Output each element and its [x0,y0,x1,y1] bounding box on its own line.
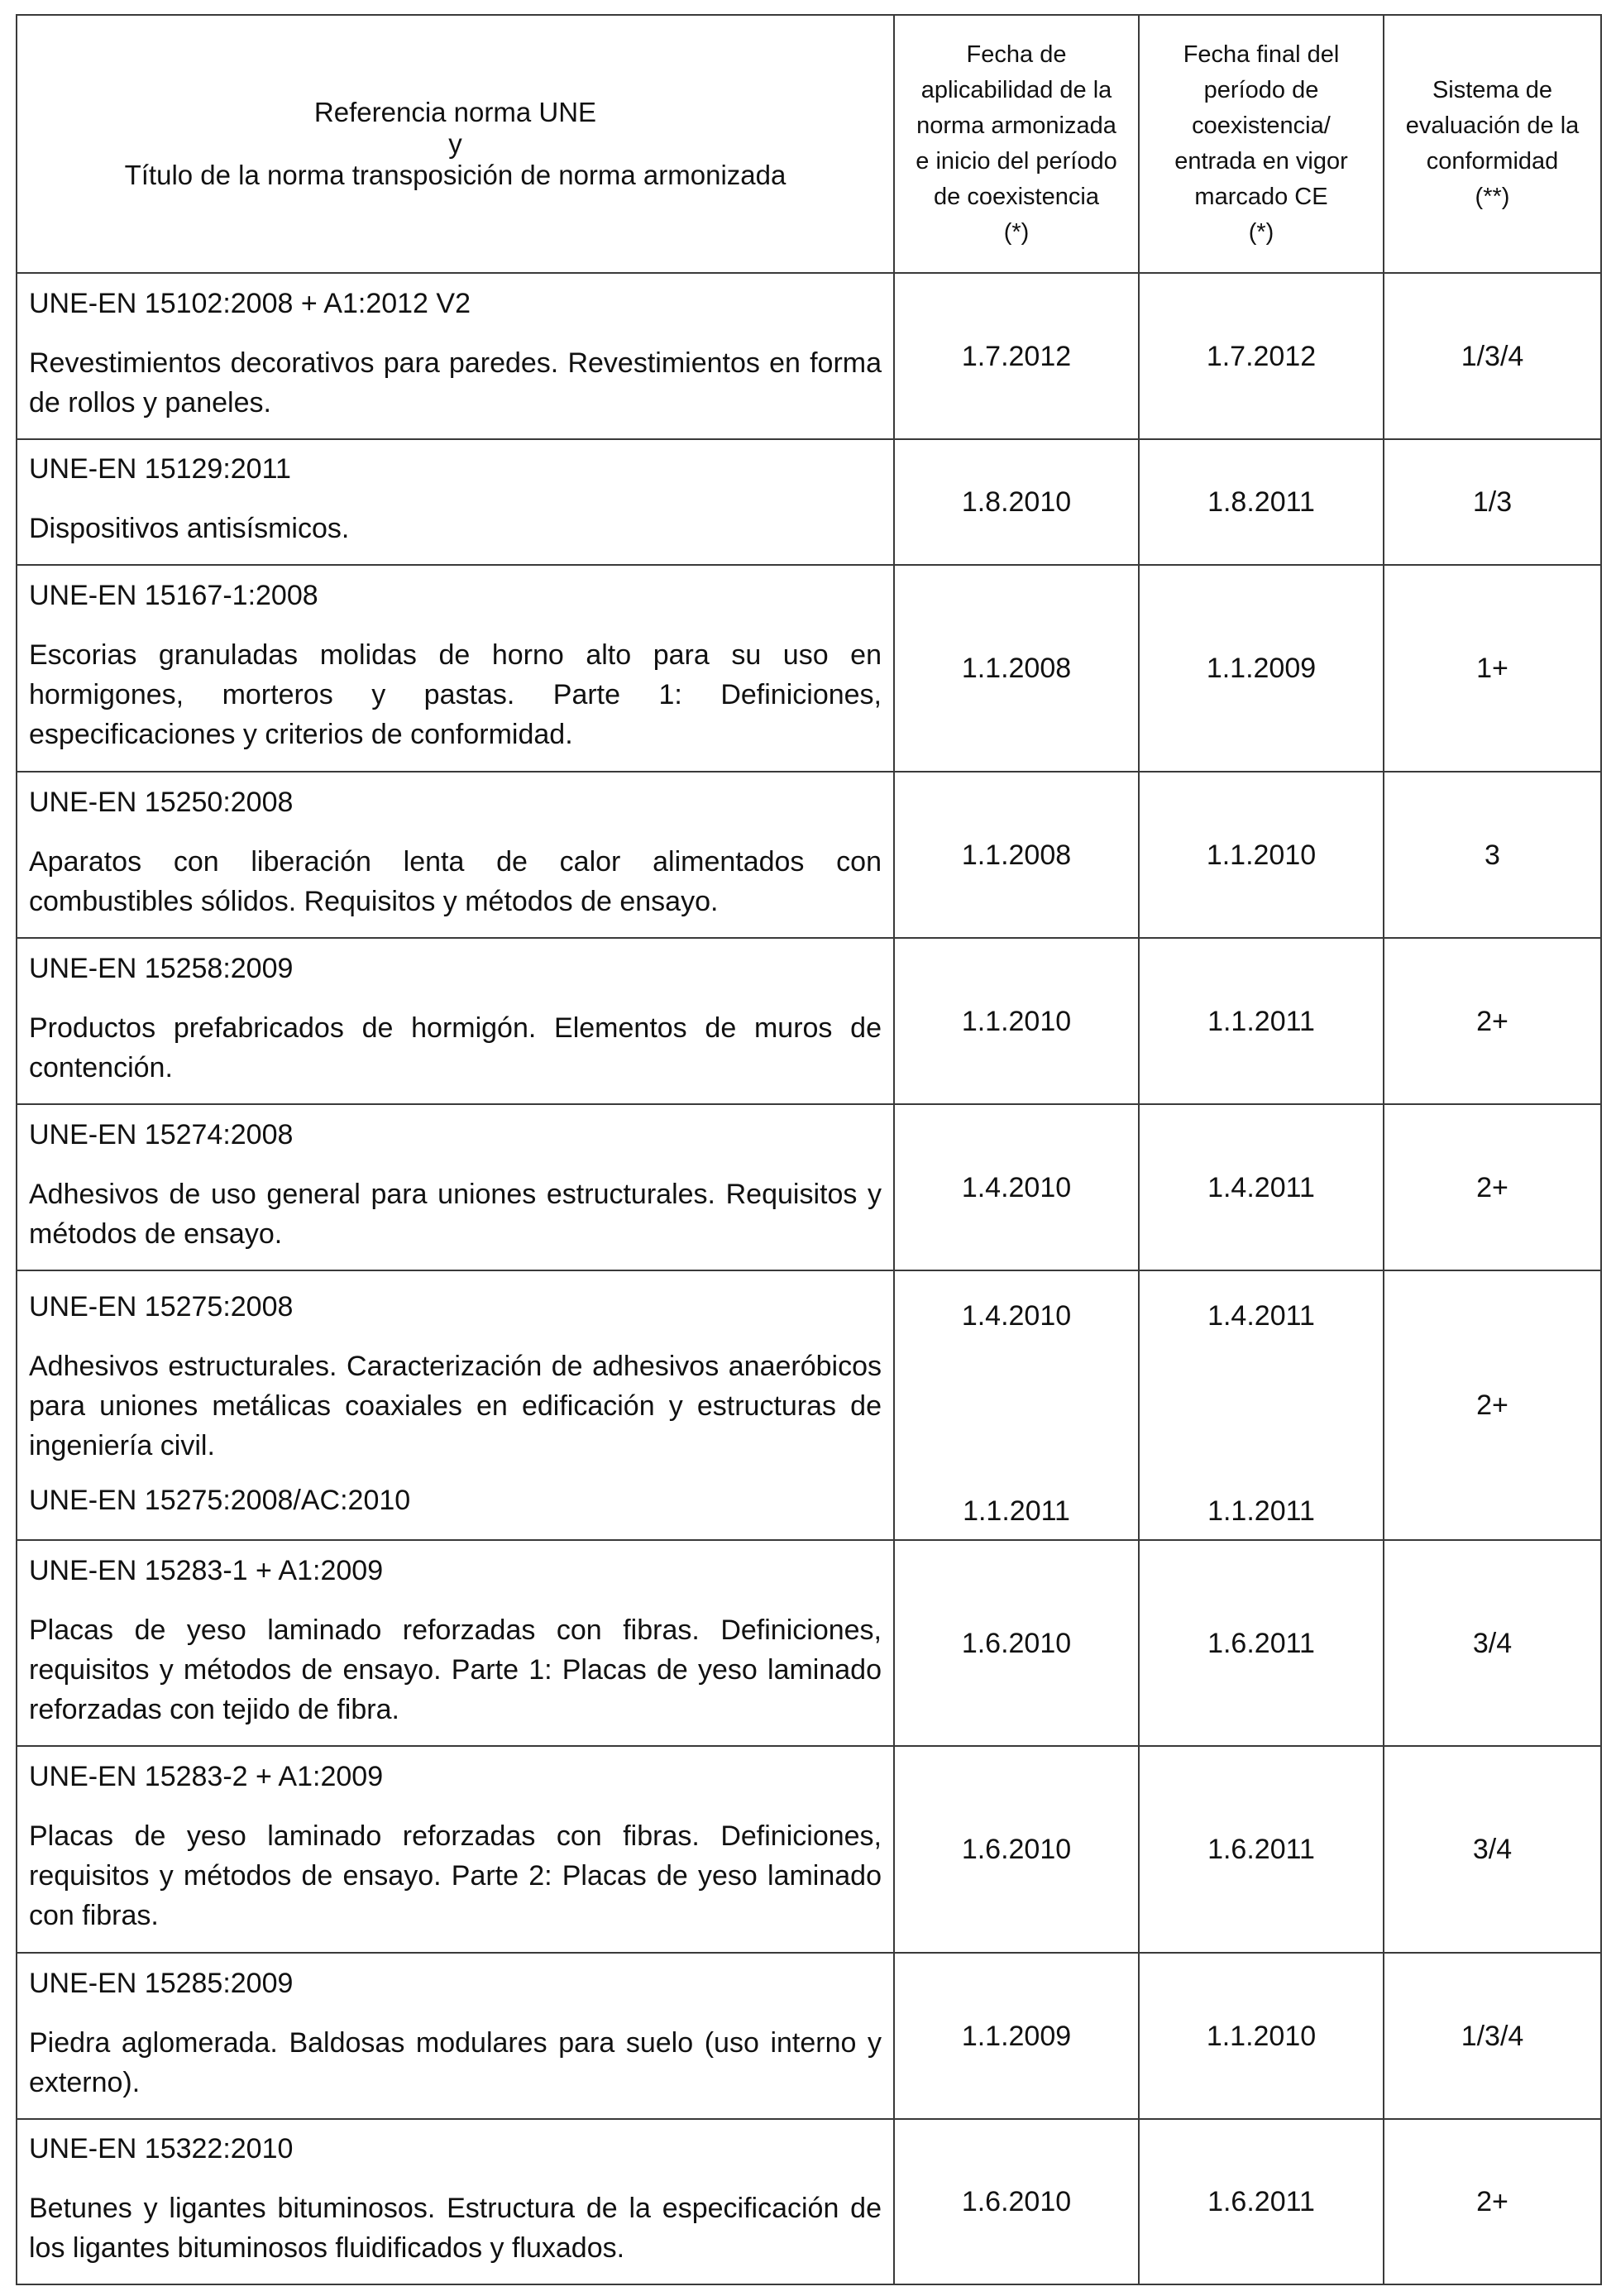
standard-title: Adhesivos de uso general para uniones estructurales. Requisitos y métodos de ensayo. [29,1178,882,1250]
applicability-date-corrigendum: 1.1.2011 [963,1495,1070,1527]
standard-code: UNE-EN 15285:2009 [29,1967,294,1999]
standard-title: Dispositivos antisísmicos. [29,513,350,544]
standard-title: Placas de yeso laminado reforzadas con fibras. Definiciones, requisitos y métodos de ensayo. Parte 1: Placas de yeso laminado reforzadas con tejido de fibra. [29,1614,882,1725]
reference-cell [17,1270,894,1540]
applicability-date: 1.1.2010 [894,938,1139,1104]
header-applicability-line: aplicabilidad de la [920,77,1112,103]
applicability-date: 1.1.2008 [894,565,1139,772]
applicability-date: 1.4.2010 [961,1300,1072,1332]
table-row [17,565,1601,772]
conformity-system: 2+ [1384,938,1601,1104]
header-reference-line: y [448,128,462,159]
header-applicability-line: e inicio del período [916,148,1117,175]
conformity-system: 1+ [1384,565,1601,772]
standard-title: Placas de yeso laminado reforzadas con fibras. Definiciones, requisitos y métodos de ensayo. Parte 2: Placas de yeso laminado con fibras. [29,1820,882,1931]
coexistence-end-date-corrigendum: 1.1.2011 [1207,1495,1315,1527]
conformity-system: 1/3/4 [1384,273,1601,439]
reference-cell [17,273,894,439]
coexistence-end-date: 1.6.2011 [1139,1746,1384,1953]
applicability-date: 1.7.2012 [894,273,1139,439]
standard-title: Adhesivos estructurales. Caracterización de adhesivos anaeróbicos para uniones metálicas coaxiales en edificación y estructuras de ingeniería civil. [29,1351,882,1461]
header-applicability-line: de coexistencia [934,184,1099,210]
reference-cell [17,2119,894,2284]
applicability-date-cell [894,1270,1139,1540]
table-row [17,772,1601,938]
header-coexistence-end-line: coexistencia/ [1192,112,1331,139]
header-applicability-line: (*) [1003,219,1030,246]
reference-cell [17,1540,894,1746]
conformity-system: 3/4 [1384,1746,1601,1953]
harmonized-standards-table [16,14,1602,2285]
reference-cell [17,565,894,772]
standard-title: Aparatos con liberación lenta de calor alimentados con combustibles sólidos. Requisitos y métodos de ensayo. [29,845,882,917]
applicability-date: 1.4.2010 [894,1104,1139,1270]
standard-code: UNE-EN 15129:2011 [29,453,291,485]
standard-code: UNE-EN 15167-1:2008 [29,580,318,611]
header-coexistence-end-line: marcado CE [1194,184,1328,210]
coexistence-end-date: 1.6.2011 [1139,2119,1384,2284]
standard-code: UNE-EN 15283-2 + A1:2009 [29,1761,384,1792]
table-row [17,273,1601,439]
reference-cell [17,938,894,1104]
conformity-system: 3/4 [1384,1540,1601,1746]
conformity-system: 2+ [1384,1270,1601,1540]
coexistence-end-date: 1.1.2009 [1139,565,1384,772]
table-row [17,1953,1601,2119]
table-row [17,439,1601,565]
applicability-date: 1.8.2010 [894,439,1139,565]
conformity-system: 1/3/4 [1384,1953,1601,2119]
table-row [17,1746,1601,1953]
standard-code: UNE-EN 15274:2008 [29,1118,294,1150]
header-applicability-line: Fecha de [966,41,1067,68]
header-applicability [894,15,1139,273]
table-row [17,1540,1601,1746]
header-reference-line: Referencia norma UNE [313,97,597,127]
table-header-row [17,15,1601,273]
standard-code: UNE-EN 15102:2008 + A1:2012 V2 [29,287,471,319]
applicability-date: 1.6.2010 [894,1746,1139,1953]
header-coexistence-end-line: período de [1203,77,1319,103]
header-conformity-system-line: (**) [1475,184,1510,210]
coexistence-end-date: 1.1.2011 [1139,938,1384,1104]
header-coexistence-end-line: Fecha final del [1183,41,1340,68]
header-conformity-system-line: Sistema de [1432,77,1553,103]
coexistence-end-date: 1.7.2012 [1139,273,1384,439]
applicability-date: 1.6.2010 [894,2119,1139,2284]
applicability-date: 1.1.2009 [894,1953,1139,2119]
conformity-system: 2+ [1384,2119,1601,2284]
standard-title: Piedra aglomerada. Baldosas modulares para suelo (uso interno y externo). [29,2026,882,2098]
conformity-system: 1/3 [1384,439,1601,565]
applicability-date: 1.6.2010 [894,1540,1139,1746]
conformity-system: 3 [1384,772,1601,938]
standard-code: UNE-EN 15258:2009 [29,952,294,984]
coexistence-end-date: 1.8.2011 [1139,439,1384,565]
coexistence-end-date: 1.4.2011 [1139,1104,1384,1270]
standard-title: Revestimientos decorativos para paredes. Revestimientos en forma de rollos y paneles. [29,347,882,419]
standard-code: UNE-EN 15275:2008 [29,1291,294,1323]
table-row [17,938,1601,1104]
table-row [17,2119,1601,2284]
table-row [17,1270,1601,1540]
table-row [17,1104,1601,1270]
header-conformity-system [1384,15,1601,273]
coexistence-end-date: 1.4.2011 [1207,1300,1315,1332]
reference-cell [17,772,894,938]
header-applicability-line: norma armonizada [916,112,1116,139]
header-reference-line: Título de la norma transposición de norma armonizada [124,160,786,190]
coexistence-end-date-cell [1139,1270,1384,1540]
reference-cell [17,1104,894,1270]
standard-code: UNE-EN 15250:2008 [29,786,294,818]
standard-title: Escorias granuladas molidas de horno alto para su uso en hormigones, morteros y pastas. Parte 1: Definiciones, especificaciones y criterios de conformidad. [29,639,882,750]
coexistence-end-date: 1.1.2010 [1139,1953,1384,2119]
standard-code: UNE-EN 15283-1 + A1:2009 [29,1554,384,1586]
standard-code: UNE-EN 15322:2010 [29,2133,294,2164]
applicability-date: 1.1.2008 [894,772,1139,938]
header-reference [17,15,894,273]
header-conformity-system-line: evaluación de la [1405,112,1580,139]
header-coexistence-end-line: entrada en vigor [1174,148,1348,175]
coexistence-end-date: 1.1.2010 [1139,772,1384,938]
reference-cell [17,439,894,565]
header-coexistence-end [1139,15,1384,273]
standard-title: Productos prefabricados de hormigón. Elementos de muros de contención. [29,1012,882,1083]
reference-cell [17,1746,894,1953]
standard-title: Betunes y ligantes bituminosos. Estructura de la especificación de los ligantes bituminosos fluidificados y fluxados. [29,2193,882,2264]
reference-cell [17,1953,894,2119]
header-coexistence-end-line: (*) [1248,219,1274,246]
coexistence-end-date: 1.6.2011 [1139,1540,1384,1746]
header-conformity-system-line: conformidad [1426,148,1559,175]
corrigendum-code: UNE-EN 15275:2008/AC:2010 [29,1485,411,1516]
conformity-system: 2+ [1384,1104,1601,1270]
